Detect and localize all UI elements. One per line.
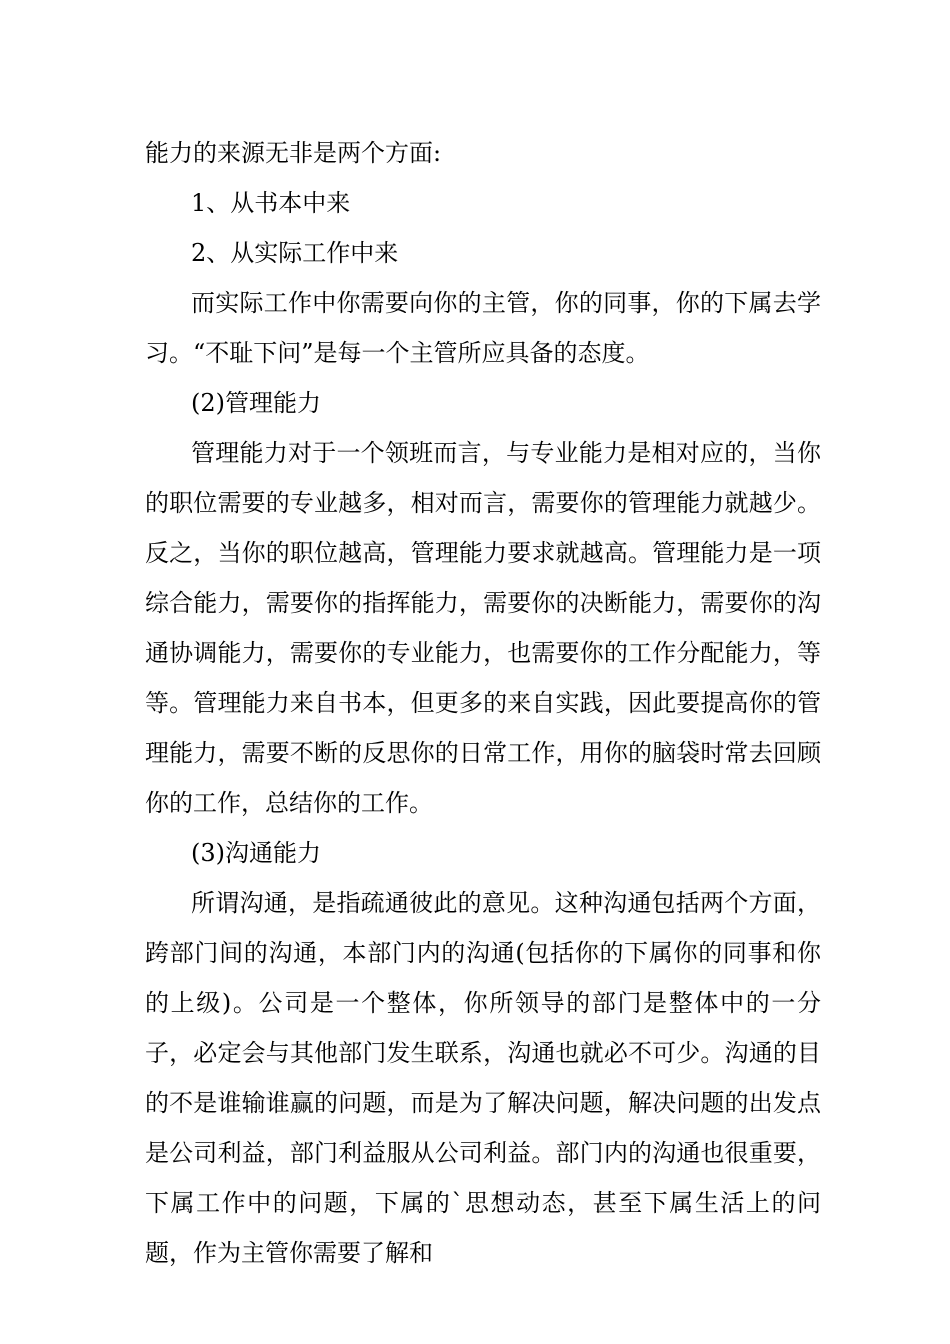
list-item-from-books: 1、从书本中来 <box>191 189 351 217</box>
paragraph-management-ability: 管理能力对于一个领班而言，与专业能力是相对应的，当你的职位需要的专业越多，相对而言，需要你的管理能力就越少。反之，当你的职位越高，管理能力要求就越高。管理能力是一项综合能力，需要你的指挥能力，需要你的决断能力，需要你的沟通协调能力，需要你的专业能力，也需要你的工作分配能力，等等。管理能力来自书本，但更多的来自实践，因此要提高你的管理能力，需要不断的反思你的日常工作，用你的脑袋时常去回顾你的工作，总结你的工作。 <box>145 439 821 817</box>
paragraph-ability-sources: 能力的来源无非是两个方面: <box>145 139 442 167</box>
list-item-from-work: 2、从实际工作中来 <box>191 239 399 267</box>
heading-communication-ability: (3)沟通能力 <box>191 839 321 867</box>
document-body <box>145 128 821 1278</box>
heading-management-ability: (2)管理能力 <box>191 389 321 417</box>
paragraph-communication-ability: 所谓沟通，是指疏通彼此的意见。这种沟通包括两个方面，跨部门间的沟通，本部门内的沟通(包括你的下属你的同事和你的上级)。公司是一个整体，你所领导的部门是整体中的一分子，必定会与其他部门发生联系，沟通也就必不可少。沟通的目的不是谁输谁赢的问题，而是为了解决问题，解决问题的出发点是公司利益，部门利益服从公司利益。部门内的沟通也很重要，下属工作中的问题，下属的`思想动态，甚至下属生活上的问题，作为主管你需要了解和 <box>145 889 821 1267</box>
paragraph-learn-from-others: 而实际工作中你需要向你的主管，你的同事，你的下属去学习。“不耻下问”是每一个主管所应具备的态度。 <box>145 289 821 367</box>
